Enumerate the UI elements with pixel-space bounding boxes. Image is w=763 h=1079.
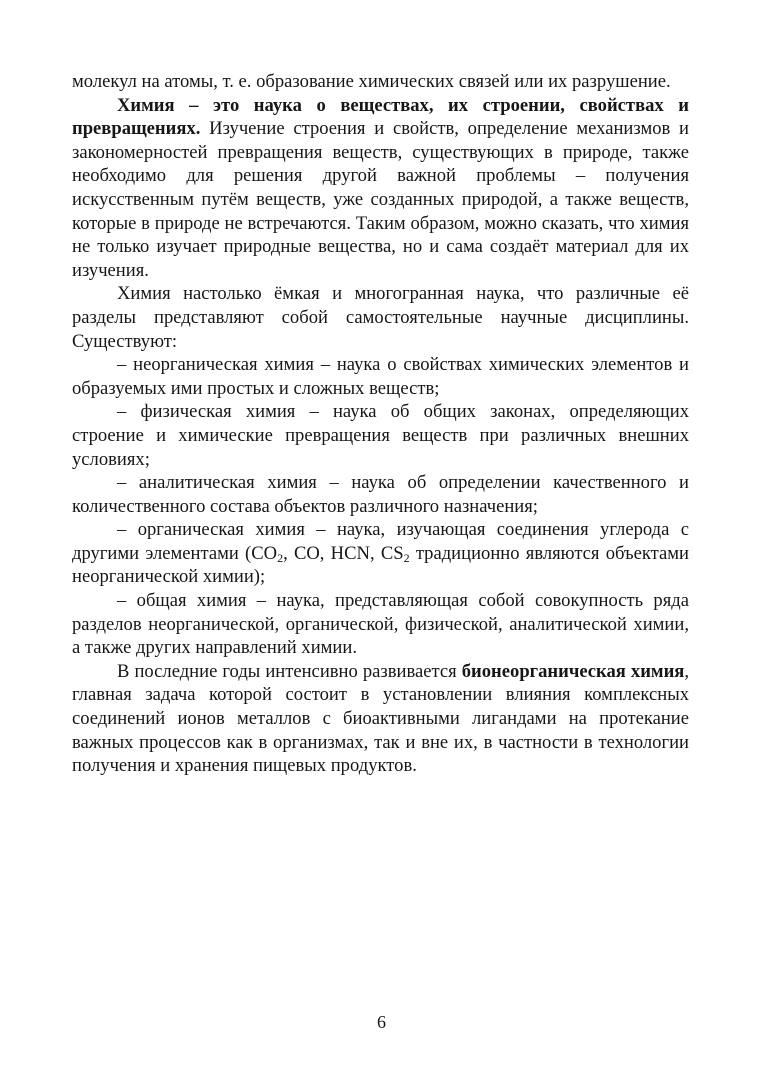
bioinorganic-intro: В последние годы интенсивно развивается <box>117 660 462 682</box>
list-item-analytical: – аналитическая химия – наука об определении качественного и количественного состава объектов различного назначения; <box>72 472 689 517</box>
paragraph-disciplines-intro: Химия настолько ёмкая и многогранная наука, что различные её разделы представляют собой самостоятельные научные дисциплины. Существуют: <box>72 283 689 352</box>
organic-subscript-1: 2 <box>277 550 284 565</box>
organic-text-1: – органическая химия – наука, изучающая соединения углерода с другими элементами (CO <box>72 519 689 564</box>
definition-bold: Химия – это наука о веществах, их строении, свойствах и превращениях. <box>72 94 689 140</box>
page-body <box>72 70 689 778</box>
list-item-general: – общая химия – наука, представляющая собой совокупность ряда разделов неорганической, органической, физической, аналитической химии, а также других направлений химии. <box>72 590 689 659</box>
organic-text-2: , CO, HCN, CS <box>283 542 404 564</box>
bioinorganic-text: , главная задача которой состоит в установлении влияния комплексных соединений ионов металлов с биоактивными лигандами на протекание важных процессов как в организмах, так и вне их, в частности в технологии получения и хранения пищевых продуктов. <box>72 660 690 777</box>
paragraph-continuation: молекул на атомы, т. е. образование химических связей или их разрушение. <box>72 71 671 92</box>
bioinorganic-bold: бионеорганическая химия <box>461 660 685 682</box>
paragraph-definition <box>72 94 689 283</box>
page-number: 6 <box>377 1012 386 1032</box>
list-item-inorganic: – неорганическая химия – наука о свойствах химических элементов и образуемых ими простых и сложных веществ; <box>72 354 689 399</box>
paragraph-bioinorganic <box>72 660 689 778</box>
organic-subscript-2: 2 <box>403 550 410 565</box>
list-item-organic <box>72 518 689 589</box>
organic-text-3: традиционно являются объектами неорганической химии); <box>72 542 689 588</box>
list-item-physical: – физическая химия – наука об общих законах, определяющих строение и химические превращения веществ при различных внешних условиях; <box>72 401 689 470</box>
definition-text: Изучение строения и свойств, определение механизмов и закономерностей превращения веществ, существующих в природе, также необходимо для решения другой важной проблемы – получения искусственным путём веществ, уже созданных природой, а также веществ, которые в природе не встречаются. Таким образом, можно сказать, что химия не только изучает природные вещества, но и сама создаёт материал для их изучения. <box>72 118 689 281</box>
